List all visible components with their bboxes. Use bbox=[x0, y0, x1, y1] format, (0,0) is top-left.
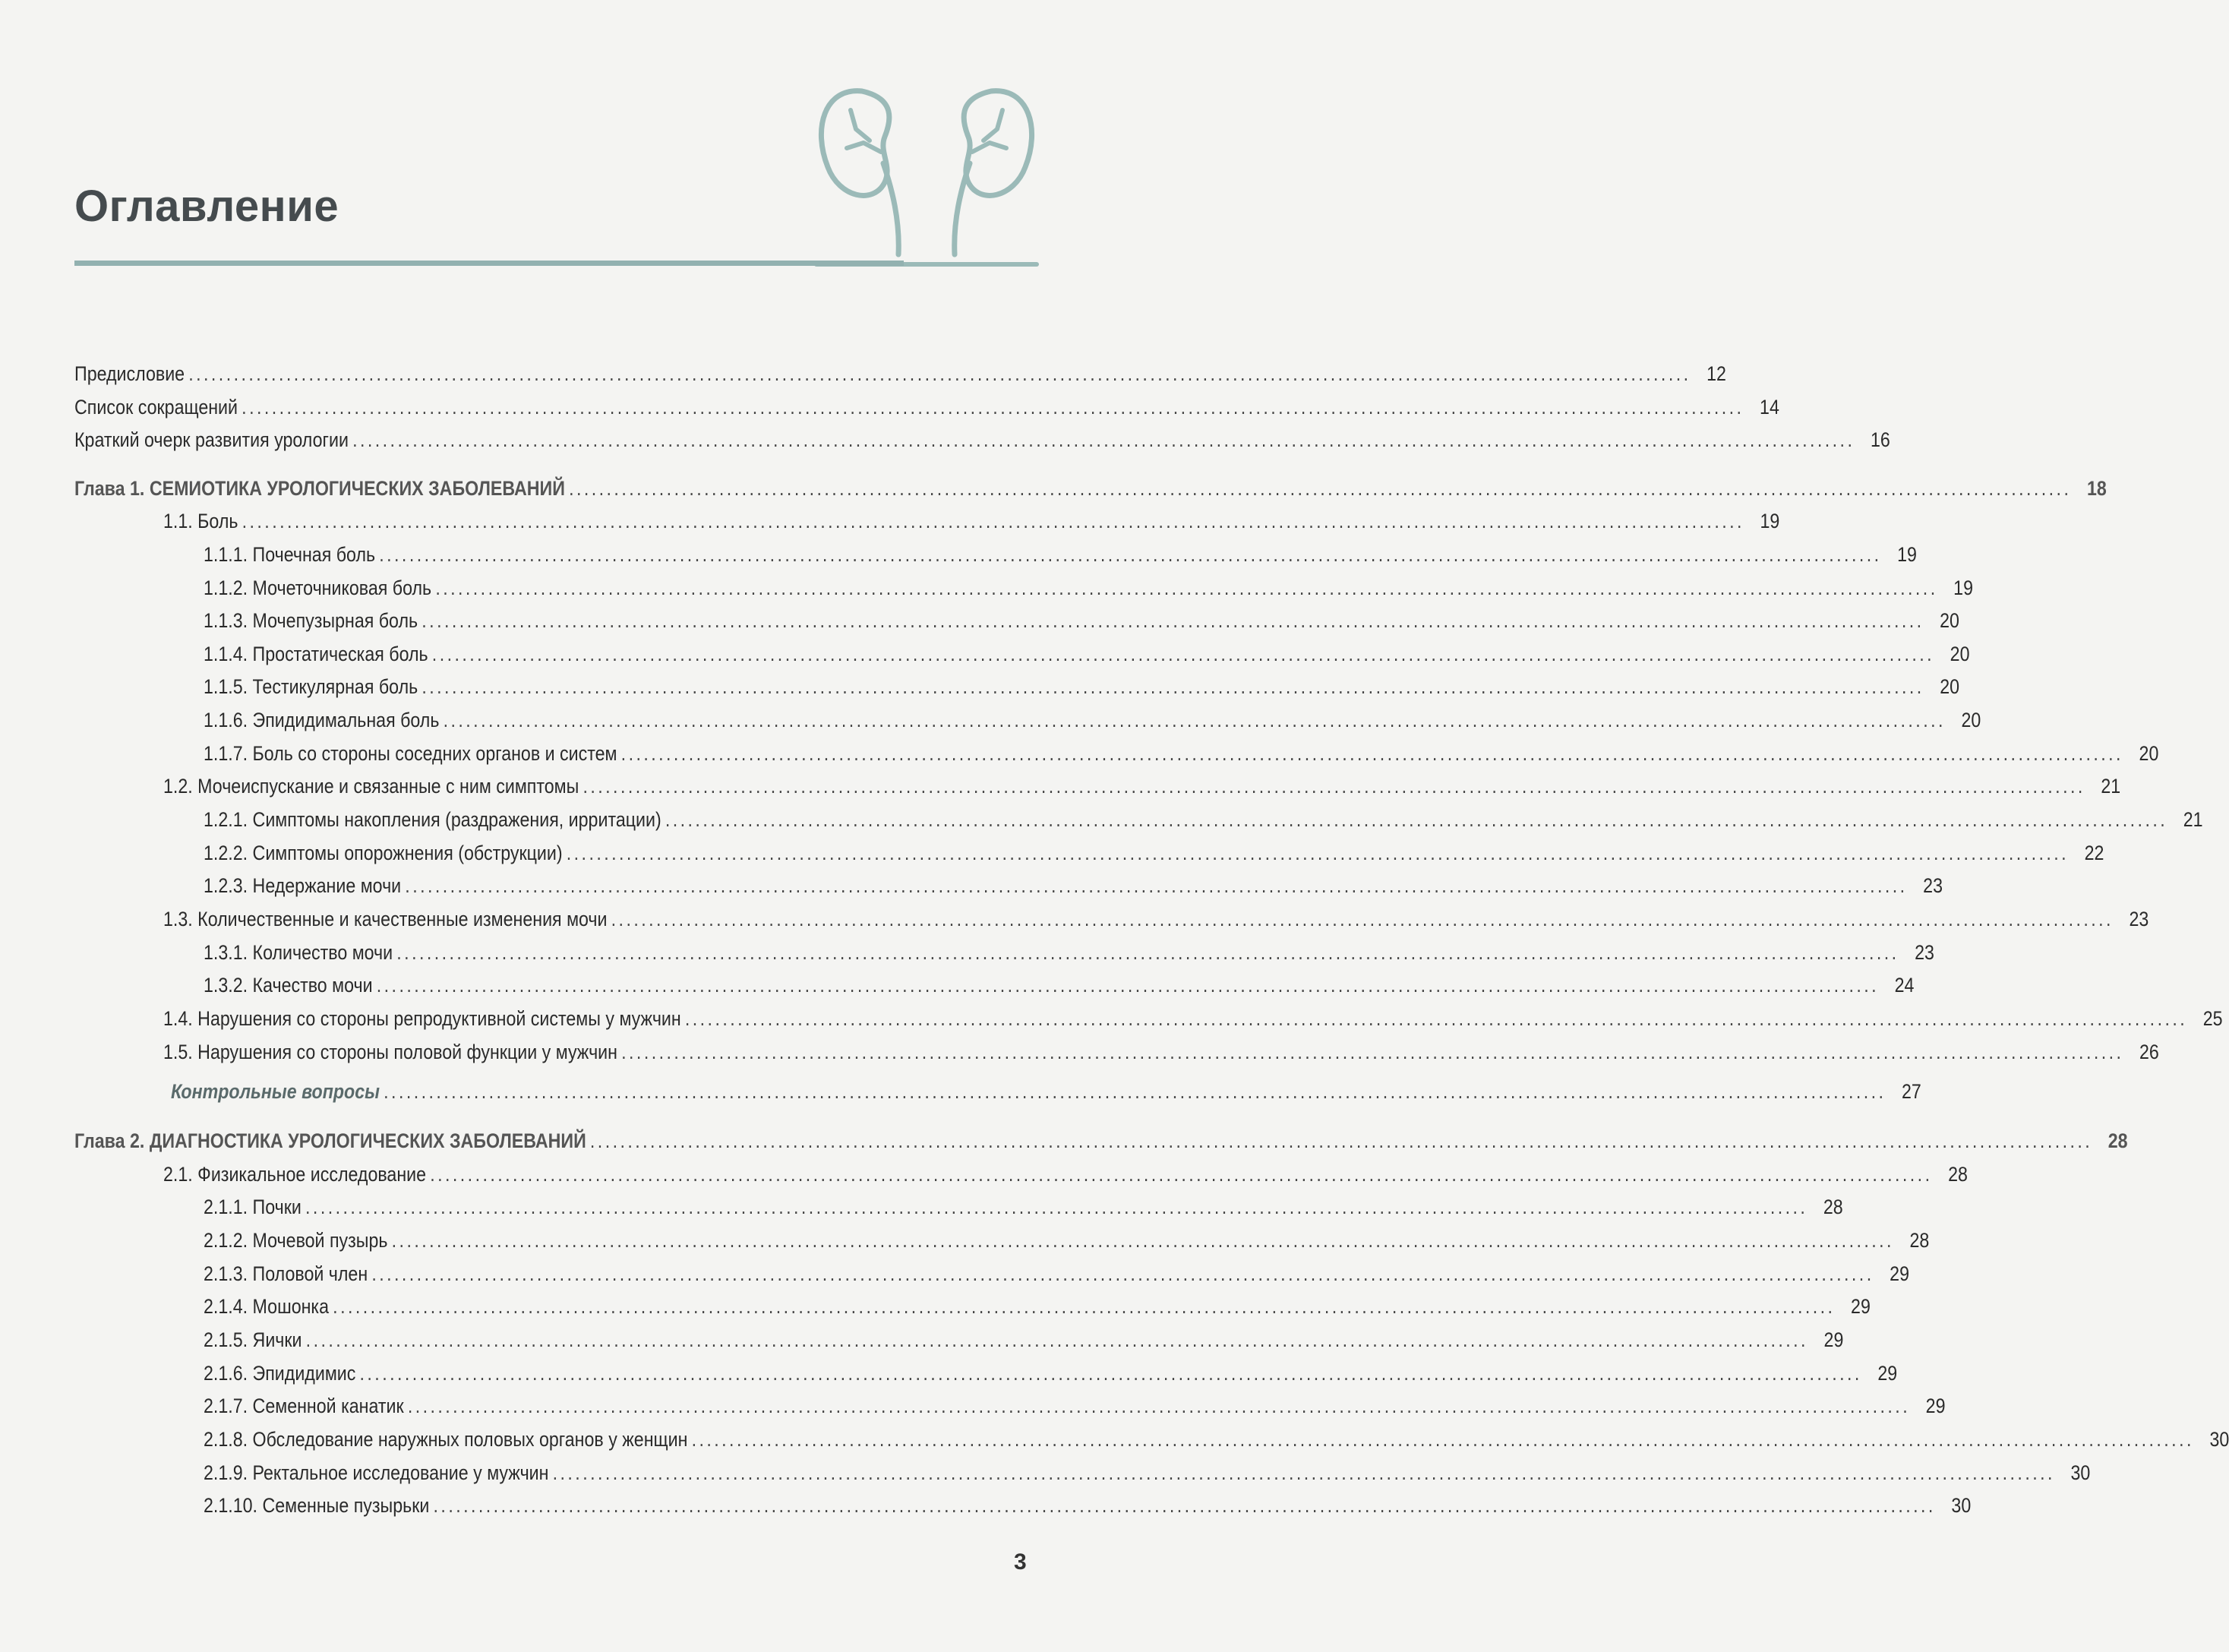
toc-entry-page: 29 bbox=[1877, 1362, 1898, 1385]
toc-entry-page: 23 bbox=[1915, 941, 1934, 964]
toc-entry-label: 1.2. Мочеиспускание и связанные с ним симптомы bbox=[163, 775, 579, 798]
toc-entry bbox=[204, 1224, 1930, 1257]
toc-entry bbox=[204, 1423, 2229, 1456]
toc-entry-page: 29 bbox=[1851, 1295, 1871, 1318]
toc-entry-label: 1.3.1. Количество мочи bbox=[204, 941, 393, 964]
toc-entry-label: 2.1.8. Обследование наружных половых органов у женщин bbox=[204, 1428, 688, 1451]
toc-entry-label: Контрольные вопросы bbox=[171, 1080, 380, 1103]
toc-entry-page: 28 bbox=[2107, 1129, 2128, 1152]
toc-entry bbox=[204, 1323, 1844, 1357]
toc-entry-label: 2.1.10. Семенные пузырьки bbox=[204, 1494, 430, 1517]
toc-entry bbox=[171, 1075, 1921, 1108]
toc-entry-label: 1.1.7. Боль со стороны соседних органов и систем bbox=[204, 742, 617, 765]
toc-entry bbox=[204, 703, 1981, 737]
page-number: 3 bbox=[1014, 1549, 1027, 1575]
toc-entry-page: 19 bbox=[1897, 543, 1917, 566]
toc-entry bbox=[204, 538, 1917, 571]
toc-entry bbox=[163, 1002, 2223, 1035]
toc-entry bbox=[204, 637, 1970, 671]
toc-entry-page: 23 bbox=[1923, 874, 1943, 897]
toc-entry-label: 1.1.4. Простатическая боль bbox=[204, 643, 428, 665]
toc-entry-page: 28 bbox=[1948, 1163, 1968, 1186]
toc-entry-page: 29 bbox=[1823, 1328, 1844, 1351]
toc-entry-page: 18 bbox=[2086, 477, 2107, 500]
toc-entry bbox=[74, 1124, 2128, 1158]
toc-leader-dots: ........................................................................................................................................................................................................ bbox=[305, 1196, 1808, 1218]
toc-entry-label: 2.1.6. Эпидидимис bbox=[204, 1362, 356, 1385]
toc-leader-dots: ........................................................................................................................................................................................................ bbox=[333, 1295, 1836, 1318]
toc-entry-page: 12 bbox=[1706, 362, 1726, 385]
toc-leader-dots: ........................................................................................................................................................................................................ bbox=[407, 1395, 1911, 1417]
page-title: Оглавление bbox=[74, 182, 339, 231]
toc-leader-dots: ........................................................................................................................................................................................................ bbox=[566, 842, 2070, 864]
toc-entry bbox=[204, 1389, 1946, 1423]
toc-entry bbox=[204, 803, 2203, 836]
toc-entry bbox=[163, 769, 2121, 803]
toc-leader-dots: ........................................................................................................................................................................................................ bbox=[589, 1129, 2093, 1152]
toc-entry-page: 14 bbox=[1760, 396, 1779, 419]
toc-entry-label: 1.1.1. Почечная боль bbox=[204, 543, 376, 566]
toc-entry-page: 24 bbox=[1894, 974, 1915, 997]
toc-entry bbox=[74, 423, 1890, 456]
kidney-logo-icon bbox=[809, 76, 1044, 273]
toc-leader-dots: ........................................................................................................................................................................................................ bbox=[305, 1328, 1808, 1351]
toc-entry bbox=[204, 1489, 1972, 1522]
toc-leader-dots: ........................................................................................................................................................................................................ bbox=[621, 1041, 2124, 1063]
toc-leader-dots: ........................................................................................................................................................................................................ bbox=[242, 396, 1744, 419]
toc-entry-label: 1.1.6. Эпидидимальная боль bbox=[204, 709, 440, 731]
toc-entry-page: 27 bbox=[1902, 1080, 1921, 1103]
toc-entry-label: 1.1.5. Тестикулярная боль bbox=[204, 675, 418, 698]
toc-entry-label: 1.1.2. Мочеточниковая боль bbox=[204, 576, 432, 599]
toc-entry-label: 1.4. Нарушения со стороны репродуктивной системы у мужчин bbox=[163, 1007, 681, 1030]
toc-leader-dots: ........................................................................................................................................................................................................ bbox=[384, 1080, 1886, 1103]
toc-entry-page: 30 bbox=[2070, 1461, 2091, 1484]
toc-leader-dots: ........................................................................................................................................................................................................ bbox=[405, 874, 1908, 897]
toc-entry-page: 30 bbox=[2209, 1428, 2229, 1451]
toc-leader-dots: ........................................................................................................................................................................................................ bbox=[376, 974, 1880, 997]
toc-entry-label: 1.1.3. Мочепузырная боль bbox=[204, 609, 418, 632]
toc-leader-dots: ........................................................................................................................................................................................................ bbox=[569, 477, 2072, 500]
toc-leader-dots: ........................................................................................................................................................................................................ bbox=[396, 941, 1899, 964]
toc-entry bbox=[163, 504, 1780, 538]
toc-entry bbox=[74, 390, 1779, 424]
toc-entry bbox=[204, 869, 1943, 902]
toc-entry bbox=[74, 472, 2107, 505]
toc-entry bbox=[204, 571, 1974, 605]
toc-entry-label: 2.1. Физикальное исследование bbox=[163, 1163, 427, 1186]
toc-entry-label: Глава 1. СЕМИОТИКА УРОЛОГИЧЕСКИХ ЗАБОЛЕВАНИЙ bbox=[74, 477, 565, 500]
toc-entry bbox=[204, 936, 1934, 969]
toc-leader-dots: ........................................................................................................................................................................................................ bbox=[583, 775, 2085, 798]
toc-leader-dots: ........................................................................................................................................................................................................ bbox=[391, 1229, 1894, 1252]
toc-leader-dots: ........................................................................................................................................................................................................ bbox=[421, 675, 1924, 698]
toc-entry-page: 26 bbox=[2139, 1041, 2159, 1063]
toc-entry bbox=[74, 357, 1726, 390]
toc-entry bbox=[163, 1035, 2159, 1069]
toc-entry-page: 19 bbox=[1760, 510, 1780, 532]
toc-entry-label: 1.2.2. Симптомы опорожнения (обструкции) bbox=[204, 842, 563, 864]
toc-entry-page: 22 bbox=[2084, 842, 2104, 864]
toc-entry-page: 29 bbox=[1925, 1395, 1946, 1417]
toc-entry-page: 20 bbox=[1940, 609, 1959, 632]
toc-entry bbox=[204, 604, 1959, 637]
toc-leader-dots: ........................................................................................................................................................................................................ bbox=[430, 1163, 1933, 1186]
toc-leader-dots: ........................................................................................................................................................................................................ bbox=[611, 908, 2114, 930]
toc-leader-dots: ........................................................................................................................................................................................................ bbox=[371, 1262, 1874, 1285]
toc-entry-label: 2.1.5. Яички bbox=[204, 1328, 302, 1351]
toc-entry bbox=[204, 737, 2159, 770]
toc-entry-page: 20 bbox=[1961, 709, 1981, 731]
toc-entry bbox=[204, 1257, 1910, 1290]
toc-entry-label: 1.3.2. Качество мочи bbox=[204, 974, 373, 997]
toc-entry-label: Глава 2. ДИАГНОСТИКА УРОЛОГИЧЕСКИХ ЗАБОЛЕВАНИЙ bbox=[74, 1129, 586, 1152]
toc-leader-dots: ........................................................................................................................................................................................................ bbox=[665, 808, 2168, 831]
toc-entry-label: Краткий очерк развития урологии bbox=[74, 428, 349, 451]
toc-entry-page: 28 bbox=[1823, 1196, 1843, 1218]
toc-entry-page: 16 bbox=[1870, 428, 1890, 451]
toc-entry-label: 1.2.3. Недержание мочи bbox=[204, 874, 402, 897]
toc-entry bbox=[204, 1456, 2091, 1489]
toc-entry-label: 2.1.7. Семенной канатик bbox=[204, 1395, 404, 1417]
toc-entry bbox=[204, 1357, 1898, 1390]
toc-entry-page: 20 bbox=[1950, 643, 1970, 665]
toc-leader-dots: ........................................................................................................................................................................................................ bbox=[443, 709, 1946, 731]
toc-entry bbox=[204, 836, 2104, 870]
toc-leader-dots: ........................................................................................................................................................................................................ bbox=[431, 643, 1935, 665]
toc-entry-page: 25 bbox=[2202, 1007, 2223, 1030]
toc-entry-label: 1.2.1. Симптомы накопления (раздражения, ирритации) bbox=[204, 808, 661, 831]
toc-leader-dots: ........................................................................................................................................................................................................ bbox=[242, 510, 1744, 532]
toc-leader-dots: ........................................................................................................................................................................................................ bbox=[620, 742, 2123, 765]
toc-entry-page: 28 bbox=[1909, 1229, 1930, 1252]
toc-entry-label: 1.3. Количественные и качественные изменения мочи bbox=[163, 908, 608, 930]
toc-leader-dots: ........................................................................................................................................................................................................ bbox=[352, 428, 1855, 451]
toc-leader-dots: ........................................................................................................................................................................................................ bbox=[433, 1494, 1936, 1517]
toc-entry-page: 21 bbox=[2183, 808, 2203, 831]
toc-entry bbox=[204, 968, 1915, 1002]
title-divider bbox=[74, 261, 904, 266]
toc-entry-label: 1.1. Боль bbox=[163, 510, 238, 532]
toc-leader-dots: ........................................................................................................................................................................................................ bbox=[188, 362, 1691, 385]
toc-entry-page: 30 bbox=[1951, 1494, 1972, 1517]
toc-entry-label: 2.1.4. Мошонка bbox=[204, 1295, 330, 1318]
toc-leader-dots: ........................................................................................................................................................................................................ bbox=[379, 543, 1882, 566]
toc-entry-label: 2.1.2. Мочевой пузырь bbox=[204, 1229, 388, 1252]
toc-entry-label: 2.1.9. Ректальное исследование у мужчин bbox=[204, 1461, 549, 1484]
toc-entry-label: Предисловие bbox=[74, 362, 185, 385]
toc-entry bbox=[163, 1158, 1968, 1191]
toc-leader-dots: ........................................................................................................................................................................................................ bbox=[359, 1362, 1862, 1385]
toc-entry-label: 1.5. Нарушения со стороны половой функции у мужчин bbox=[163, 1041, 617, 1063]
toc-leader-dots: ........................................................................................................................................................................................................ bbox=[435, 576, 1938, 599]
toc-leader-dots: ........................................................................................................................................................................................................ bbox=[691, 1428, 2194, 1451]
toc-entry-label: 2.1.1. Почки bbox=[204, 1196, 302, 1218]
toc-leader-dots: ........................................................................................................................................................................................................ bbox=[552, 1461, 2055, 1484]
toc-entry bbox=[204, 670, 1960, 703]
toc-entry-page: 29 bbox=[1890, 1262, 1910, 1285]
toc-entry-page: 20 bbox=[2139, 742, 2159, 765]
toc-entry-page: 23 bbox=[2129, 908, 2149, 930]
toc-entry bbox=[204, 1290, 1871, 1323]
toc-entry bbox=[163, 902, 2149, 936]
toc-entry-page: 21 bbox=[2101, 775, 2121, 798]
toc-entry bbox=[204, 1190, 1843, 1224]
toc-leader-dots: ........................................................................................................................................................................................................ bbox=[421, 609, 1924, 632]
toc-entry-label: Список сокращений bbox=[74, 396, 238, 419]
toc-entry-page: 19 bbox=[1953, 576, 1974, 599]
toc-entry-label: 2.1.3. Половой член bbox=[204, 1262, 368, 1285]
toc-entry-page: 20 bbox=[1940, 675, 1960, 698]
toc-leader-dots: ........................................................................................................................................................................................................ bbox=[684, 1007, 2188, 1030]
